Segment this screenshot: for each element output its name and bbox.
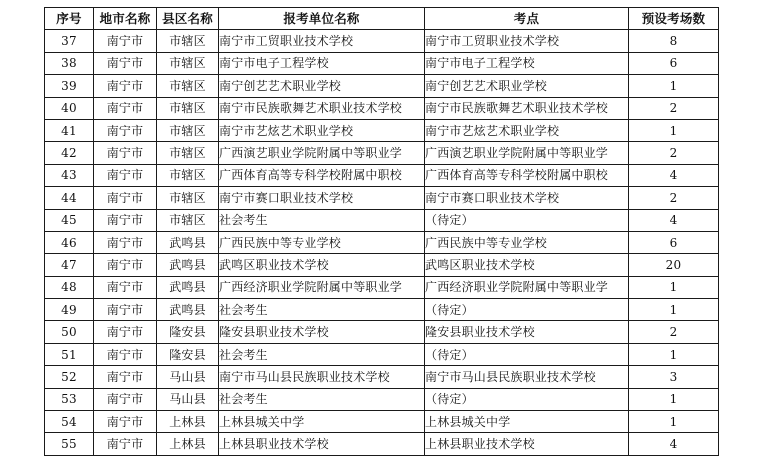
room-count-cell: 4 xyxy=(629,433,719,455)
table-row xyxy=(45,321,719,343)
exam-site-cell: 隆安县职业技术学校 xyxy=(425,321,629,343)
room-count-cell: 2 xyxy=(629,187,719,209)
serial-number-cell: 55 xyxy=(45,433,94,455)
room-count-cell: 1 xyxy=(629,411,719,433)
city-name-cell: 南宁市 xyxy=(94,343,157,365)
serial-number-cell: 38 xyxy=(45,52,94,74)
registration-unit-cell: 社会考生 xyxy=(219,343,425,365)
room-count-cell: 1 xyxy=(629,75,719,97)
registration-unit-cell: 广西经济职业学院附属中等职业学 xyxy=(219,276,425,298)
room-count-cell: 1 xyxy=(629,343,719,365)
city-name-cell: 南宁市 xyxy=(94,433,157,455)
serial-number-cell: 40 xyxy=(45,97,94,119)
room-count-cell: 2 xyxy=(629,321,719,343)
exam-site-cell: 南宁市民族歌舞艺术职业技术学校 xyxy=(425,97,629,119)
registration-unit-cell: 南宁市民族歌舞艺术职业技术学校 xyxy=(219,97,425,119)
serial-number-cell: 37 xyxy=(45,30,94,52)
serial-number-cell: 53 xyxy=(45,388,94,410)
serial-number-cell: 42 xyxy=(45,142,94,164)
exam-site-cell: 广西经济职业学院附属中等职业学 xyxy=(425,276,629,298)
exam-site-cell: 南宁市赛口职业技术学校 xyxy=(425,187,629,209)
room-count-cell: 3 xyxy=(629,366,719,388)
city-name-cell: 南宁市 xyxy=(94,276,157,298)
county-name-cell: 市辖区 xyxy=(157,187,219,209)
county-name-cell: 武鸣县 xyxy=(157,231,219,253)
exam-site-cell: 南宁市艺炫艺术职业学校 xyxy=(425,119,629,141)
city-name-cell: 南宁市 xyxy=(94,299,157,321)
registration-unit-cell: 南宁创艺艺术职业学校 xyxy=(219,75,425,97)
county-name-cell: 市辖区 xyxy=(157,75,219,97)
city-name-cell: 南宁市 xyxy=(94,209,157,231)
room-count-cell: 1 xyxy=(629,299,719,321)
table-row xyxy=(45,231,719,253)
serial-number-cell: 46 xyxy=(45,231,94,253)
table-row xyxy=(45,343,719,365)
registration-unit-cell: 南宁市赛口职业技术学校 xyxy=(219,187,425,209)
header-serial-number: 序号 xyxy=(45,8,94,30)
county-name-cell: 隆安县 xyxy=(157,343,219,365)
county-name-cell: 武鸣县 xyxy=(157,299,219,321)
serial-number-cell: 50 xyxy=(45,321,94,343)
room-count-cell: 20 xyxy=(629,254,719,276)
exam-site-cell: 广西民族中等专业学校 xyxy=(425,231,629,253)
room-count-cell: 1 xyxy=(629,276,719,298)
registration-unit-cell: 上林县城关中学 xyxy=(219,411,425,433)
serial-number-cell: 47 xyxy=(45,254,94,276)
county-name-cell: 马山县 xyxy=(157,366,219,388)
table-row xyxy=(45,142,719,164)
city-name-cell: 南宁市 xyxy=(94,366,157,388)
county-name-cell: 市辖区 xyxy=(157,30,219,52)
room-count-cell: 4 xyxy=(629,164,719,186)
exam-site-cell: 上林县城关中学 xyxy=(425,411,629,433)
county-name-cell: 武鸣县 xyxy=(157,276,219,298)
exam-site-cell: 上林县职业技术学校 xyxy=(425,433,629,455)
registration-unit-cell: 社会考生 xyxy=(219,388,425,410)
serial-number-cell: 49 xyxy=(45,299,94,321)
room-count-cell: 2 xyxy=(629,97,719,119)
city-name-cell: 南宁市 xyxy=(94,411,157,433)
header-registration-unit: 报考单位名称 xyxy=(219,8,425,30)
city-name-cell: 南宁市 xyxy=(94,75,157,97)
serial-number-cell: 54 xyxy=(45,411,94,433)
table-row xyxy=(45,97,719,119)
serial-number-cell: 39 xyxy=(45,75,94,97)
registration-unit-cell: 广西演艺职业学院附属中等职业学 xyxy=(219,142,425,164)
table-row xyxy=(45,366,719,388)
table-row xyxy=(45,433,719,455)
table-row xyxy=(45,411,719,433)
table-row xyxy=(45,254,719,276)
county-name-cell: 上林县 xyxy=(157,411,219,433)
registration-unit-cell: 广西民族中等专业学校 xyxy=(219,231,425,253)
table-row xyxy=(45,299,719,321)
table-row xyxy=(45,164,719,186)
serial-number-cell: 45 xyxy=(45,209,94,231)
room-count-cell: 6 xyxy=(629,231,719,253)
serial-number-cell: 41 xyxy=(45,119,94,141)
table-row xyxy=(45,388,719,410)
exam-site-cell: 南宁创艺艺术职业学校 xyxy=(425,75,629,97)
registration-unit-cell: 南宁市艺炫艺术职业学校 xyxy=(219,119,425,141)
room-count-cell: 1 xyxy=(629,119,719,141)
serial-number-cell: 48 xyxy=(45,276,94,298)
room-count-cell: 8 xyxy=(629,30,719,52)
header-exam-site: 考点 xyxy=(425,8,629,30)
city-name-cell: 南宁市 xyxy=(94,254,157,276)
registration-unit-cell: 南宁市马山县民族职业技术学校 xyxy=(219,366,425,388)
serial-number-cell: 43 xyxy=(45,164,94,186)
registration-unit-cell: 广西体育高等专科学校附属中职校 xyxy=(219,164,425,186)
exam-site-cell: 广西演艺职业学院附属中等职业学 xyxy=(425,142,629,164)
registration-unit-cell: 武鸣区职业技术学校 xyxy=(219,254,425,276)
county-name-cell: 武鸣县 xyxy=(157,254,219,276)
county-name-cell: 市辖区 xyxy=(157,209,219,231)
city-name-cell: 南宁市 xyxy=(94,30,157,52)
exam-site-cell: （待定） xyxy=(425,299,629,321)
room-count-cell: 4 xyxy=(629,209,719,231)
county-name-cell: 市辖区 xyxy=(157,97,219,119)
serial-number-cell: 52 xyxy=(45,366,94,388)
city-name-cell: 南宁市 xyxy=(94,52,157,74)
city-name-cell: 南宁市 xyxy=(94,388,157,410)
registration-unit-cell: 南宁市电子工程学校 xyxy=(219,52,425,74)
table-row xyxy=(45,276,719,298)
room-count-cell: 2 xyxy=(629,142,719,164)
exam-site-table xyxy=(44,7,719,456)
registration-unit-cell: 南宁市工贸职业技术学校 xyxy=(219,30,425,52)
exam-site-cell: （待定） xyxy=(425,209,629,231)
exam-site-cell: 南宁市电子工程学校 xyxy=(425,52,629,74)
city-name-cell: 南宁市 xyxy=(94,164,157,186)
county-name-cell: 马山县 xyxy=(157,388,219,410)
city-name-cell: 南宁市 xyxy=(94,321,157,343)
exam-site-cell: （待定） xyxy=(425,388,629,410)
registration-unit-cell: 社会考生 xyxy=(219,209,425,231)
table-row xyxy=(45,30,719,52)
county-name-cell: 市辖区 xyxy=(157,164,219,186)
room-count-cell: 1 xyxy=(629,388,719,410)
county-name-cell: 隆安县 xyxy=(157,321,219,343)
county-name-cell: 市辖区 xyxy=(157,142,219,164)
exam-site-cell: 南宁市工贸职业技术学校 xyxy=(425,30,629,52)
header-room-count: 预设考场数 xyxy=(629,8,719,30)
registration-unit-cell: 社会考生 xyxy=(219,299,425,321)
serial-number-cell: 51 xyxy=(45,343,94,365)
city-name-cell: 南宁市 xyxy=(94,231,157,253)
city-name-cell: 南宁市 xyxy=(94,142,157,164)
county-name-cell: 上林县 xyxy=(157,433,219,455)
county-name-cell: 市辖区 xyxy=(157,52,219,74)
table-row xyxy=(45,75,719,97)
registration-unit-cell: 上林县职业技术学校 xyxy=(219,433,425,455)
exam-site-cell: 武鸣区职业技术学校 xyxy=(425,254,629,276)
exam-site-cell: 南宁市马山县民族职业技术学校 xyxy=(425,366,629,388)
city-name-cell: 南宁市 xyxy=(94,119,157,141)
exam-site-cell: 广西体育高等专科学校附属中职校 xyxy=(425,164,629,186)
table-row xyxy=(45,187,719,209)
table-row xyxy=(45,209,719,231)
header-county-name: 县区名称 xyxy=(157,8,219,30)
registration-unit-cell: 隆安县职业技术学校 xyxy=(219,321,425,343)
room-count-cell: 6 xyxy=(629,52,719,74)
city-name-cell: 南宁市 xyxy=(94,97,157,119)
table-row xyxy=(45,52,719,74)
city-name-cell: 南宁市 xyxy=(94,187,157,209)
table-row xyxy=(45,119,719,141)
serial-number-cell: 44 xyxy=(45,187,94,209)
header-row xyxy=(45,8,719,30)
exam-site-cell: （待定） xyxy=(425,343,629,365)
header-city-name: 地市名称 xyxy=(94,8,157,30)
table-body xyxy=(45,30,719,455)
county-name-cell: 市辖区 xyxy=(157,119,219,141)
